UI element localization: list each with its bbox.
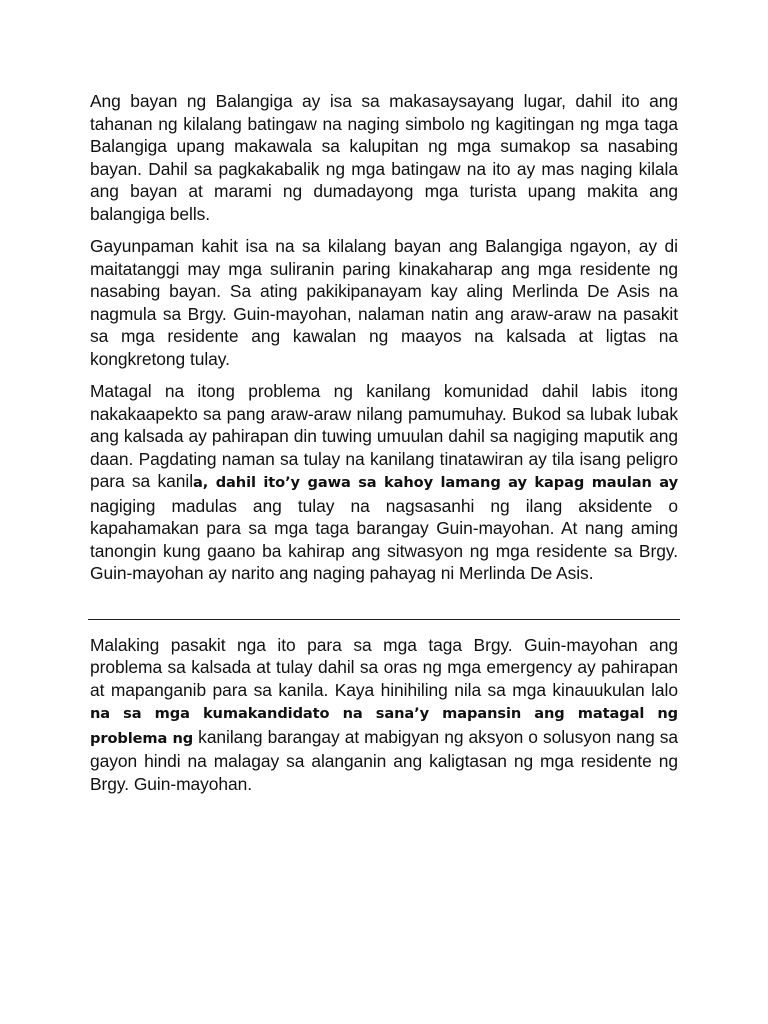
paragraph-residents-problems: Gayunpaman kahit isa na sa kilalang bayan ang Balangiga ngayon, ay di maitatanggi may mga suliranin paring kinakaharap ang mga residente ng nasabing bayan. Sa ating pakikipanayam kay aling Merlinda De Asis na nagmula sa Brgy. Guin-mayohan, nalaman natin ang araw-araw na pasakit sa mga residente ang kawalan ng maayos na kalsada at ligtas na kongkretong tulay. <box>90 236 678 369</box>
document-page <box>90 90 678 805</box>
paragraph-4-text-start: Malaking pasakit nga ito para sa mga taga Brgy. Guin-mayohan ang problema sa kalsada at tulay dahil sa oras ng mga emergency ay pahirapan at mapanganib para sa kanila. Kaya hinihiling nila sa mga kinauukulan lalo <box>90 634 678 700</box>
paragraph-balangiga-history: Ang bayan ng Balangiga ay isa sa makasaysayang lugar, dahil ito ang tahanan ng kilalang batingaw na naging simbolo ng kagitingan ng mga taga Balangiga upang makawala sa kalupitan ng mga sumakop sa nasabing bayan. Dahil sa pagkakabalik ng mga batingaw na ito ay mas naging kilala ang bayan at marami ng dumadayong mga turista upang makita ang balangiga bells. <box>90 91 678 224</box>
paragraph-conclusion <box>90 634 678 796</box>
section-divider <box>88 619 680 620</box>
paragraph-3-bold-text: a, dahil ito’y gawa sa kahoy lamang ay kapag maulan ay <box>193 474 678 491</box>
paragraph-4-bold-text: na sa mga kumakandidato na sana’y mapansin ang matagal ng problema ng <box>90 705 678 747</box>
paragraph-road-and-bridge <box>90 380 678 585</box>
paragraph-4-text-end: kanilang barangay at mabigyan ng aksyon o solusyon nang sa gayon hindi na malagay sa alanganin ang kaligtasan ng mga residente ng Brgy. Guin-mayohan. <box>90 726 678 794</box>
paragraph-3-text-start: Matagal na itong problema ng kanilang komunidad dahil labis itong nakakaapekto sa pang araw-araw nilang pamumuhay. Bukod sa lubak lubak ang kalsada ay pahirapan din tuwing umuulan dahil sa nagiging maputik ang daan. Pagdating naman sa tulay na kanilang tinatawiran ay tila isang peligro para sa kanil <box>90 381 678 491</box>
paragraph-3-text-end: nagiging madulas ang tulay na nagsasanhi ng ilang aksidente o kapahamakan para sa mga taga barangay Guin-mayohan. At nang aming tanongin kung gaano ba kahirap ang sitwasyon ng mga residente sa Brgy. Guin-mayohan ay narito ang naging pahayag ni Merlinda De Asis. <box>90 495 678 583</box>
